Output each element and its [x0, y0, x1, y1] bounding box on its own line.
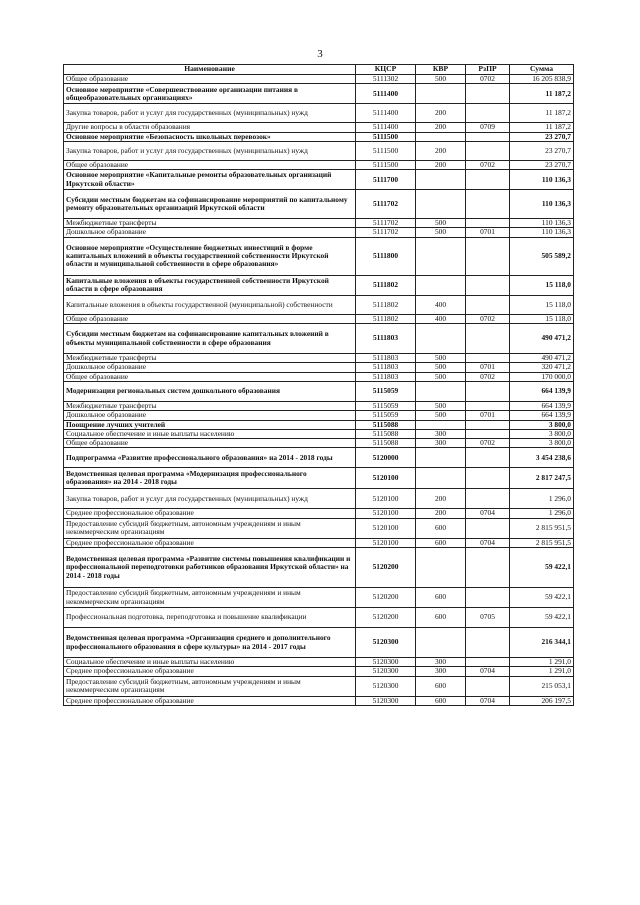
row-kcsr-cell: 5111500	[356, 132, 416, 141]
row-name-cell: Закупка товаров, работ и услуг для государственных (муниципальных) нужд	[64, 141, 356, 160]
row-kvr-cell	[416, 237, 466, 275]
row-rzpr-cell	[466, 84, 510, 104]
table-body	[64, 75, 574, 706]
row-kcsr-cell: 5111500	[356, 160, 416, 169]
row-rzpr-cell	[466, 448, 510, 468]
row-sum-cell: 3 800,0	[510, 420, 574, 429]
row-name-cell: Общее образование	[64, 439, 356, 448]
table-row	[64, 372, 574, 381]
table-row	[64, 608, 574, 628]
row-sum-cell: 216 344,1	[510, 628, 574, 658]
row-rzpr-cell: 0702	[466, 160, 510, 169]
row-kcsr-cell: 5120300	[356, 658, 416, 667]
row-kcsr-cell: 5120100	[356, 509, 416, 518]
row-kcsr-cell: 5120200	[356, 548, 416, 588]
row-rzpr-cell	[466, 588, 510, 608]
row-kvr-cell	[416, 548, 466, 588]
row-name-cell: Подпрограмма «Развитие профессионального образования» на 2014 - 2018 годы	[64, 448, 356, 468]
row-kcsr-cell: 5120200	[356, 588, 416, 608]
row-name-cell: Ведомственная целевая программа «Организация среднего и дополнительного профессионального образования в сфере культуры» на 2014 - 2017 годы	[64, 628, 356, 658]
row-name-cell: Межбюджетные трансферты	[64, 219, 356, 228]
header-kcsr: КЦСР	[356, 65, 416, 75]
header-rzpr: РзПР	[466, 65, 510, 75]
row-sum-cell: 1 296,0	[510, 489, 574, 509]
row-kcsr-cell: 5115088	[356, 429, 416, 438]
row-sum-cell: 505 589,2	[510, 237, 574, 275]
row-name-cell: Основное мероприятие «Безопасность школьных перевозок»	[64, 132, 356, 141]
row-kcsr-cell: 5120300	[356, 676, 416, 696]
row-sum-cell: 320 471,2	[510, 363, 574, 372]
row-kcsr-cell: 5120200	[356, 608, 416, 628]
table-row	[64, 696, 574, 705]
row-name-cell: Общее образование	[64, 372, 356, 381]
row-rzpr-cell: 0701	[466, 411, 510, 420]
row-sum-cell: 23 270,7	[510, 160, 574, 169]
row-kcsr-cell: 5120100	[356, 518, 416, 538]
row-kvr-cell: 200	[416, 141, 466, 160]
row-kvr-cell: 500	[416, 354, 466, 363]
row-name-cell: Закупка товаров, работ и услуг для государственных (муниципальных) нужд	[64, 489, 356, 509]
row-kcsr-cell: 5111800	[356, 237, 416, 275]
row-kvr-cell: 300	[416, 439, 466, 448]
table-row	[64, 401, 574, 410]
row-name-cell: Среднее профессиональное образование	[64, 667, 356, 676]
row-name-cell: Среднее профессиональное образование	[64, 538, 356, 547]
table-row	[64, 420, 574, 429]
row-sum-cell: 490 471,2	[510, 354, 574, 363]
row-kvr-cell: 200	[416, 489, 466, 509]
table-row	[64, 628, 574, 658]
table-row	[64, 160, 574, 169]
row-sum-cell: 1 291,0	[510, 658, 574, 667]
row-rzpr-cell	[466, 132, 510, 141]
row-rzpr-cell	[466, 401, 510, 410]
row-kvr-cell	[416, 170, 466, 190]
row-kvr-cell: 500	[416, 228, 466, 237]
row-rzpr-cell	[466, 237, 510, 275]
row-name-cell: Межбюджетные трансферты	[64, 354, 356, 363]
row-sum-cell: 170 000,0	[510, 372, 574, 381]
row-rzpr-cell: 0701	[466, 228, 510, 237]
row-sum-cell: 110 136,3	[510, 228, 574, 237]
row-sum-cell: 16 205 838,9	[510, 75, 574, 84]
row-rzpr-cell	[466, 141, 510, 160]
budget-table	[63, 64, 574, 706]
header-kvr: КВР	[416, 65, 466, 75]
page-number: 3	[317, 48, 323, 60]
row-kvr-cell: 600	[416, 676, 466, 696]
row-rzpr-cell	[466, 170, 510, 190]
table-row	[64, 295, 574, 314]
row-name-cell: Дошкольное образование	[64, 363, 356, 372]
row-name-cell: Предоставление субсидий бюджетным, автономным учреждениям и иным некоммерческим организациям	[64, 588, 356, 608]
table-row	[64, 411, 574, 420]
row-rzpr-cell	[466, 190, 510, 219]
row-sum-cell: 11 187,2	[510, 104, 574, 123]
row-rzpr-cell	[466, 468, 510, 489]
row-kvr-cell: 500	[416, 411, 466, 420]
row-sum-cell: 3 800,0	[510, 439, 574, 448]
row-kcsr-cell: 5120100	[356, 538, 416, 547]
row-kcsr-cell: 5120100	[356, 468, 416, 489]
row-kvr-cell	[416, 448, 466, 468]
row-rzpr-cell	[466, 420, 510, 429]
row-sum-cell: 3 454 238,6	[510, 448, 574, 468]
table-row	[64, 104, 574, 123]
row-rzpr-cell: 0704	[466, 667, 510, 676]
table-row	[64, 429, 574, 438]
row-kcsr-cell: 5120300	[356, 628, 416, 658]
row-sum-cell: 664 139,9	[510, 381, 574, 401]
row-kvr-cell: 300	[416, 429, 466, 438]
row-name-cell: Дошкольное образование	[64, 411, 356, 420]
row-kvr-cell: 500	[416, 219, 466, 228]
row-kcsr-cell: 5111803	[356, 324, 416, 354]
row-sum-cell: 664 139,9	[510, 401, 574, 410]
row-kvr-cell: 600	[416, 608, 466, 628]
table-row	[64, 509, 574, 518]
row-name-cell: Другие вопросы в области образования	[64, 123, 356, 132]
table-row	[64, 381, 574, 401]
row-kcsr-cell: 5111702	[356, 190, 416, 219]
row-sum-cell: 23 270,7	[510, 141, 574, 160]
row-kcsr-cell: 5120100	[356, 489, 416, 509]
row-kvr-cell: 300	[416, 658, 466, 667]
row-rzpr-cell: 0701	[466, 363, 510, 372]
table-row	[64, 314, 574, 323]
row-sum-cell: 2 815 951,5	[510, 538, 574, 547]
row-sum-cell: 11 187,2	[510, 123, 574, 132]
table-row	[64, 518, 574, 538]
row-sum-cell: 1 291,0	[510, 667, 574, 676]
row-kvr-cell: 400	[416, 295, 466, 314]
row-name-cell: Поощрение лучших учителей	[64, 420, 356, 429]
row-sum-cell: 1 296,0	[510, 509, 574, 518]
row-kcsr-cell: 5111702	[356, 228, 416, 237]
row-kcsr-cell: 5111802	[356, 295, 416, 314]
table-row	[64, 667, 574, 676]
row-rzpr-cell	[466, 429, 510, 438]
row-sum-cell: 2 817 247,5	[510, 468, 574, 489]
header-sum: Сумма	[510, 65, 574, 75]
row-kvr-cell: 300	[416, 667, 466, 676]
table-row	[64, 468, 574, 489]
table-row	[64, 84, 574, 104]
row-sum-cell: 215 053,1	[510, 676, 574, 696]
row-kcsr-cell: 5111803	[356, 363, 416, 372]
table-row	[64, 75, 574, 84]
row-kcsr-cell: 5120300	[356, 667, 416, 676]
row-name-cell: Основное мероприятие «Капитальные ремонты образовательных организаций Иркутской области»	[64, 170, 356, 190]
table-row	[64, 190, 574, 219]
row-rzpr-cell: 0705	[466, 608, 510, 628]
row-name-cell: Капитальные вложения в объекты государственной (муниципальной) собственности	[64, 295, 356, 314]
row-sum-cell: 3 800,0	[510, 429, 574, 438]
row-kcsr-cell: 5111803	[356, 372, 416, 381]
row-sum-cell: 59 422,1	[510, 608, 574, 628]
row-name-cell: Основное мероприятие «Осуществление бюджетных инвестиций в форме капитальных вложений в объекты государственной собственности Иркутской области и муниципальной собственности в сфере образования»	[64, 237, 356, 275]
row-rzpr-cell	[466, 628, 510, 658]
row-rzpr-cell	[466, 658, 510, 667]
row-kvr-cell: 200	[416, 160, 466, 169]
row-kvr-cell: 200	[416, 123, 466, 132]
row-kvr-cell: 400	[416, 314, 466, 323]
row-name-cell: Ведомственная целевая программа «Модернизация профессионального образования» на 2014 - 2018 годы	[64, 468, 356, 489]
row-kcsr-cell: 5111500	[356, 141, 416, 160]
row-kvr-cell: 200	[416, 509, 466, 518]
row-kvr-cell	[416, 381, 466, 401]
row-rzpr-cell	[466, 676, 510, 696]
row-kvr-cell	[416, 132, 466, 141]
row-rzpr-cell: 0704	[466, 509, 510, 518]
row-kcsr-cell: 5111302	[356, 75, 416, 84]
row-kcsr-cell: 5115088	[356, 439, 416, 448]
row-rzpr-cell: 0704	[466, 696, 510, 705]
table-row	[64, 548, 574, 588]
row-rzpr-cell: 0702	[466, 75, 510, 84]
row-kcsr-cell: 5111400	[356, 104, 416, 123]
row-rzpr-cell: 0709	[466, 123, 510, 132]
row-kcsr-cell: 5115088	[356, 420, 416, 429]
row-sum-cell: 59 422,1	[510, 588, 574, 608]
row-kcsr-cell: 5111400	[356, 123, 416, 132]
table-row	[64, 363, 574, 372]
table-row	[64, 439, 574, 448]
row-rzpr-cell	[466, 104, 510, 123]
table-row	[64, 676, 574, 696]
row-kvr-cell	[416, 275, 466, 295]
table-row	[64, 324, 574, 354]
row-sum-cell: 110 136,3	[510, 190, 574, 219]
row-rzpr-cell: 0704	[466, 538, 510, 547]
table-row	[64, 354, 574, 363]
row-rzpr-cell	[466, 324, 510, 354]
row-kvr-cell	[416, 420, 466, 429]
row-kvr-cell: 600	[416, 518, 466, 538]
row-name-cell: Среднее профессиональное образование	[64, 509, 356, 518]
row-kvr-cell	[416, 190, 466, 219]
table-row	[64, 448, 574, 468]
row-kcsr-cell: 5120300	[356, 696, 416, 705]
row-kvr-cell	[416, 468, 466, 489]
row-name-cell: Общее образование	[64, 314, 356, 323]
row-sum-cell: 15 118,0	[510, 295, 574, 314]
row-sum-cell: 15 118,0	[510, 275, 574, 295]
table-row	[64, 228, 574, 237]
row-name-cell: Социальное обеспечение и иные выплаты населению	[64, 658, 356, 667]
row-rzpr-cell	[466, 295, 510, 314]
table-row	[64, 588, 574, 608]
row-sum-cell: 59 422,1	[510, 548, 574, 588]
row-sum-cell: 23 270,7	[510, 132, 574, 141]
table-row	[64, 132, 574, 141]
row-sum-cell: 206 197,5	[510, 696, 574, 705]
row-kcsr-cell: 5115059	[356, 401, 416, 410]
row-sum-cell: 664 139,9	[510, 411, 574, 420]
row-name-cell: Социальное обеспечение и иные выплаты населению	[64, 429, 356, 438]
row-rzpr-cell	[466, 219, 510, 228]
row-kvr-cell: 200	[416, 104, 466, 123]
row-name-cell: Дошкольное образование	[64, 228, 356, 237]
row-name-cell: Субсидии местным бюджетам на софинансирование капитальных вложений в объекты муниципальной собственности в сфере образования	[64, 324, 356, 354]
row-rzpr-cell	[466, 275, 510, 295]
row-rzpr-cell: 0702	[466, 439, 510, 448]
row-kcsr-cell: 5120000	[356, 448, 416, 468]
row-sum-cell: 11 187,2	[510, 84, 574, 104]
row-name-cell: Предоставление субсидий бюджетным, автономным учреждениям и иным некоммерческим организациям	[64, 518, 356, 538]
row-kvr-cell	[416, 324, 466, 354]
row-kcsr-cell: 5115059	[356, 381, 416, 401]
row-kcsr-cell: 5111702	[356, 219, 416, 228]
row-sum-cell: 15 118,0	[510, 314, 574, 323]
row-kcsr-cell: 5111803	[356, 354, 416, 363]
row-name-cell: Закупка товаров, работ и услуг для государственных (муниципальных) нужд	[64, 104, 356, 123]
row-rzpr-cell: 0702	[466, 372, 510, 381]
row-kcsr-cell: 5111700	[356, 170, 416, 190]
row-name-cell: Общее образование	[64, 75, 356, 84]
table-row	[64, 219, 574, 228]
row-name-cell: Среднее профессиональное образование	[64, 696, 356, 705]
row-rzpr-cell: 0702	[466, 314, 510, 323]
row-kvr-cell: 600	[416, 538, 466, 547]
row-name-cell: Профессиональная подготовка, переподготовка и повышение квалификации	[64, 608, 356, 628]
row-rzpr-cell	[466, 381, 510, 401]
row-sum-cell: 110 136,3	[510, 170, 574, 190]
row-name-cell: Ведомственная целевая программа «Развитие системы повышения квалификации и профессиональной переподготовки работников образования Иркутской области» на 2014 - 2018 годы	[64, 548, 356, 588]
row-name-cell: Общее образование	[64, 160, 356, 169]
row-kvr-cell	[416, 84, 466, 104]
row-rzpr-cell	[466, 354, 510, 363]
row-kvr-cell: 600	[416, 696, 466, 705]
row-kvr-cell: 500	[416, 372, 466, 381]
table-row	[64, 658, 574, 667]
row-kvr-cell: 500	[416, 363, 466, 372]
row-kcsr-cell: 5111802	[356, 275, 416, 295]
row-rzpr-cell	[466, 518, 510, 538]
row-kvr-cell: 500	[416, 75, 466, 84]
table-row	[64, 237, 574, 275]
row-sum-cell: 110 136,3	[510, 219, 574, 228]
table-header-row	[64, 65, 574, 75]
row-name-cell: Субсидии местным бюджетам на софинансирование мероприятий по капитальному ремонту образовательных организаций Иркутской области	[64, 190, 356, 219]
table-row	[64, 170, 574, 190]
table-row	[64, 123, 574, 132]
row-kvr-cell	[416, 628, 466, 658]
row-name-cell: Межбюджетные трансферты	[64, 401, 356, 410]
row-kvr-cell: 500	[416, 401, 466, 410]
row-rzpr-cell	[466, 548, 510, 588]
table-row	[64, 141, 574, 160]
table-row	[64, 275, 574, 295]
row-kcsr-cell: 5115059	[356, 411, 416, 420]
row-sum-cell: 2 815 951,5	[510, 518, 574, 538]
row-kvr-cell: 600	[416, 588, 466, 608]
header-name: Наименование	[64, 65, 356, 75]
row-kcsr-cell: 5111400	[356, 84, 416, 104]
row-name-cell: Предоставление субсидий бюджетным, автономным учреждениям и иным некоммерческим организациям	[64, 676, 356, 696]
table-row	[64, 538, 574, 547]
row-kcsr-cell: 5111802	[356, 314, 416, 323]
table-row	[64, 489, 574, 509]
row-rzpr-cell	[466, 489, 510, 509]
row-sum-cell: 490 471,2	[510, 324, 574, 354]
row-name-cell: Капитальные вложения в объекты государственной собственности Иркутской области в сфере образования	[64, 275, 356, 295]
row-name-cell: Основное мероприятие «Совершенствование организации питания в общеобразовательных организациях»	[64, 84, 356, 104]
row-name-cell: Модернизация региональных систем дошкольного образования	[64, 381, 356, 401]
